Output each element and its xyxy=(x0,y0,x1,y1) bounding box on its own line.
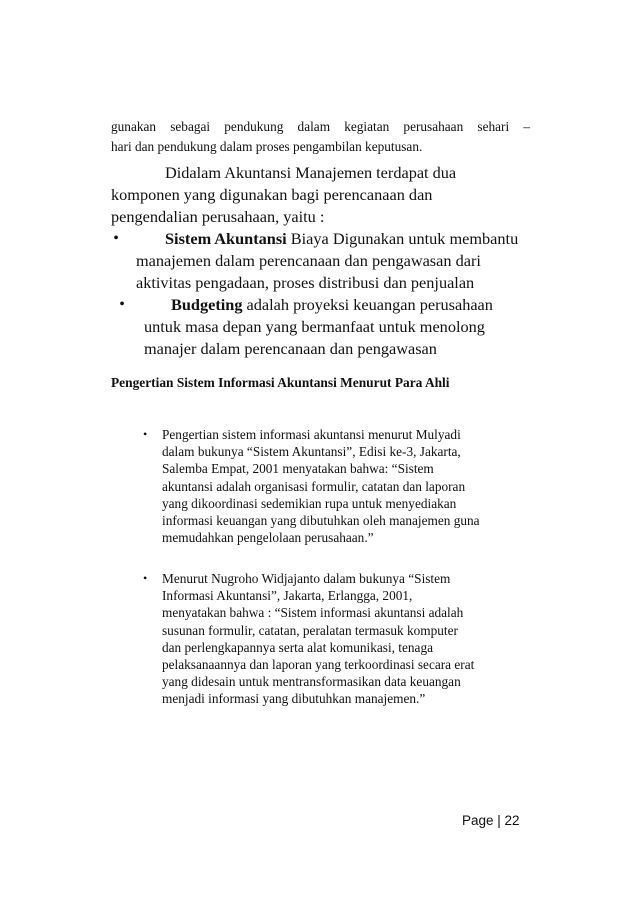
page-number: Page | 22 xyxy=(462,813,520,828)
definition-line: Informasi Akuntansi”, Jakarta, Erlangga, 2001, xyxy=(162,588,413,604)
definition-bullet-mulyadi xyxy=(143,426,534,546)
component-bullet-budgeting xyxy=(111,294,541,360)
definition-line: menyatakan bahwa : “Sistem informasi akuntansi adalah xyxy=(162,605,464,621)
definition-line: memudahkan pengelolaan perusahaan.” xyxy=(162,530,374,546)
definition-line: akuntansi adalah organisasi formulir, catatan dan laporan xyxy=(162,478,466,494)
intro-line: hari dan pendukung dalam proses pengambilan keputusan. xyxy=(111,139,423,154)
bullet-icon: • xyxy=(143,427,148,441)
bullet-first-line xyxy=(111,228,541,250)
definition-line: Menurut Nugroho Widjajanto dalam bukunya “Sistem xyxy=(162,571,451,586)
bullet-line: aktivitas pengadaan, proses distribusi dan penjualan xyxy=(136,273,475,292)
bullet-text: Biaya Digunakan untuk membantu xyxy=(286,229,519,248)
bullet-term: Budgeting xyxy=(171,295,243,314)
definition-line: menjadi informasi yang dibutuhkan manajemen.” xyxy=(162,691,426,707)
definition-line: Pengertian sistem informasi akuntansi menurut Mulyadi xyxy=(162,427,461,442)
bullet-line: untuk masa depan yang bermanfaat untuk menolong xyxy=(144,317,485,336)
intro-line: gunakan sebagai pendukung dalam kegiatan perusahaan sehari – xyxy=(111,119,530,134)
intro-paragraph xyxy=(111,117,530,157)
definition-line: yang dikoordinasi sedemikian rupa untuk menyediakan xyxy=(162,495,457,511)
bullet-term: Sistem Akuntansi xyxy=(165,229,287,248)
paragraph-line: pengendalian perusahaan, yaitu : xyxy=(111,207,325,226)
definition-line: pelaksanaannya dan laporan yang terkoordinasi secara erat xyxy=(162,657,475,673)
bullet-icon: • xyxy=(113,230,119,247)
bullet-icon: • xyxy=(143,571,148,585)
definition-line: dan perlengkapannya serta alat komunikasi, tenaga xyxy=(162,639,434,655)
bullet-line: manajer dalam perencanaan dan pengawasan xyxy=(144,339,437,358)
definition-bullet-widjajanto xyxy=(143,570,534,708)
definition-line: Salemba Empat, 2001 menyatakan bahwa: “Sistem xyxy=(162,461,434,477)
definition-line: dalam bukunya “Sistem Akuntansi”, Edisi ke-3, Jakarta, xyxy=(162,444,461,460)
definition-line: susunan formulir, catatan, peralatan termasuk komputer xyxy=(162,622,458,638)
paragraph-line: Didalam Akuntansi Manajemen terdapat dua xyxy=(165,163,457,182)
paragraph-line: komponen yang digunakan bagi perencanaan dan xyxy=(111,185,433,204)
section-heading: Pengertian Sistem Informasi Akuntansi Menurut Para Ahli xyxy=(111,375,450,390)
definition-line: yang didesain untuk mentransformasikan data keuangan xyxy=(162,674,461,690)
components-paragraph xyxy=(111,162,541,360)
bullet-icon: • xyxy=(119,296,125,313)
component-bullet-sistem-akuntansi xyxy=(111,228,541,294)
bullet-first-line xyxy=(111,294,541,316)
bullet-text: adalah proyeksi keuangan perusahaan xyxy=(242,295,493,314)
bullet-line: manajemen dalam perencanaan dan pengawasan dari xyxy=(136,251,481,270)
definition-line: informasi keuangan yang dibutuhkan oleh manajemen guna xyxy=(162,513,480,529)
